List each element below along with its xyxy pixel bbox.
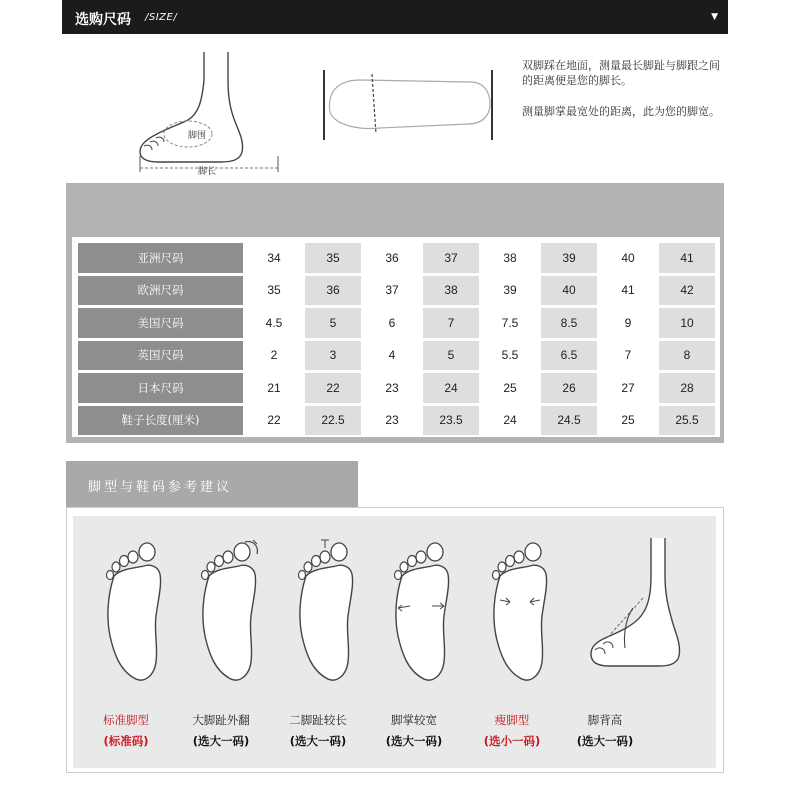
size-cell: 5 (423, 341, 479, 371)
size-cell: 34 (267, 250, 281, 265)
size-row (78, 341, 715, 371)
measure-description (522, 58, 722, 135)
foot-type-advice: (选小一码) (483, 734, 541, 748)
foot-type-name: 脚背高 (587, 713, 623, 727)
size-cell: 4.5 (265, 315, 283, 330)
size-cell: 10 (659, 308, 715, 338)
size-cell: 36 (385, 250, 399, 265)
section-subtitle: /SIZE/ (145, 12, 178, 23)
foot-type-name: 大脚趾外翻 (192, 713, 250, 727)
foot-type-advice: (标准码) (103, 734, 149, 748)
size-row (78, 308, 715, 338)
length-description: 双脚踩在地面，测量最长脚趾与脚跟之间的距离便是您的脚长。 (522, 59, 720, 87)
width-description: 测量脚掌最宽处的距离，此为您的脚宽。 (522, 105, 720, 118)
size-cell: 39 (541, 243, 597, 273)
foot-type-title: 脚型与鞋码参考建议 (88, 480, 233, 495)
size-cell: 28 (659, 373, 715, 403)
size-row (78, 276, 715, 306)
size-cell: 27 (621, 380, 635, 395)
foot-shape-illustration (292, 536, 362, 686)
side-foot-illustration (136, 50, 286, 184)
size-cell: 6 (388, 315, 396, 330)
size-cell: 22 (305, 373, 361, 403)
size-cell: 21 (267, 380, 281, 395)
size-cell: 35 (305, 243, 361, 273)
size-cell: 6.5 (541, 341, 597, 371)
size-row-label: 美国尺码 (78, 308, 243, 338)
size-cell: 9 (624, 315, 632, 330)
foot-type-name: 二脚趾较长 (289, 713, 347, 727)
size-cell: 41 (621, 283, 635, 298)
size-cell: 26 (541, 373, 597, 403)
high-instep-foot-illustration (587, 536, 697, 686)
sole-outline-illustration (320, 70, 500, 154)
size-cell: 42 (659, 276, 715, 306)
size-cell: 8.5 (541, 308, 597, 338)
size-cell: 38 (423, 276, 479, 306)
foot-shape-illustration (486, 536, 556, 686)
size-row-label: 日本尺码 (78, 373, 243, 403)
circumference-label: 脚围 (188, 131, 207, 141)
triangle-down-icon: ▼ (711, 12, 718, 22)
size-table (75, 240, 718, 438)
size-cell: 22 (267, 413, 281, 428)
size-cell: 23 (385, 380, 399, 395)
size-cell: 5 (305, 308, 361, 338)
section-title: 选购尺码 (75, 12, 131, 28)
size-row-label: 英国尺码 (78, 341, 243, 371)
size-cell: 22.5 (305, 406, 361, 436)
foot-shape-illustration (388, 536, 458, 686)
foot-type-name: 瘦脚型 (494, 713, 530, 727)
size-cell: 7 (624, 348, 632, 363)
foot-type-advice: (选大一码) (385, 734, 443, 748)
section-header (62, 0, 728, 34)
size-row-label: 欧洲尺码 (78, 276, 243, 306)
size-cell: 24 (423, 373, 479, 403)
foot-shape-illustration (100, 536, 170, 686)
size-cell: 25.5 (659, 406, 715, 436)
foot-type-tab (66, 461, 358, 507)
size-row (78, 243, 715, 273)
size-cell: 41 (659, 243, 715, 273)
size-cell: 35 (267, 283, 281, 298)
size-cell: 39 (503, 283, 517, 298)
size-cell: 38 (503, 250, 517, 265)
foot-type-advice: (选大一码) (192, 734, 250, 748)
measure-guide (62, 40, 728, 180)
size-row-label: 亚洲尺码 (78, 243, 243, 273)
size-cell: 7 (423, 308, 479, 338)
size-cell: 3 (305, 341, 361, 371)
foot-type-advice: (选大一码) (289, 734, 347, 748)
foot-type-panel (66, 507, 724, 773)
size-cell: 23.5 (423, 406, 479, 436)
foot-type-name: 脚掌较宽 (391, 713, 437, 727)
size-row-label: 鞋子长度(厘米) (78, 406, 243, 436)
size-cell: 25 (503, 380, 517, 395)
size-chart-grid (72, 237, 720, 437)
size-cell: 25 (621, 413, 635, 428)
size-cell: 5.5 (501, 348, 519, 363)
size-cell: 24 (503, 413, 517, 428)
size-cell: 7.5 (501, 315, 519, 330)
foot-type-advice: (选大一码) (576, 734, 634, 748)
size-cell: 24.5 (541, 406, 597, 436)
size-cell: 36 (305, 276, 361, 306)
size-cell: 4 (388, 348, 396, 363)
size-cell: 2 (270, 348, 278, 363)
size-cell: 37 (385, 283, 399, 298)
size-cell: 40 (541, 276, 597, 306)
size-row (78, 406, 715, 436)
size-cell: 37 (423, 243, 479, 273)
size-cell: 40 (621, 250, 635, 265)
size-cell: 8 (659, 341, 715, 371)
size-row (78, 373, 715, 403)
foot-type-list (73, 516, 716, 768)
foot-shape-illustration (195, 536, 265, 686)
size-cell: 23 (385, 413, 399, 428)
foot-type-name: 标准脚型 (103, 713, 149, 727)
length-label: 脚长 (198, 167, 217, 177)
size-chart-panel (66, 183, 724, 443)
